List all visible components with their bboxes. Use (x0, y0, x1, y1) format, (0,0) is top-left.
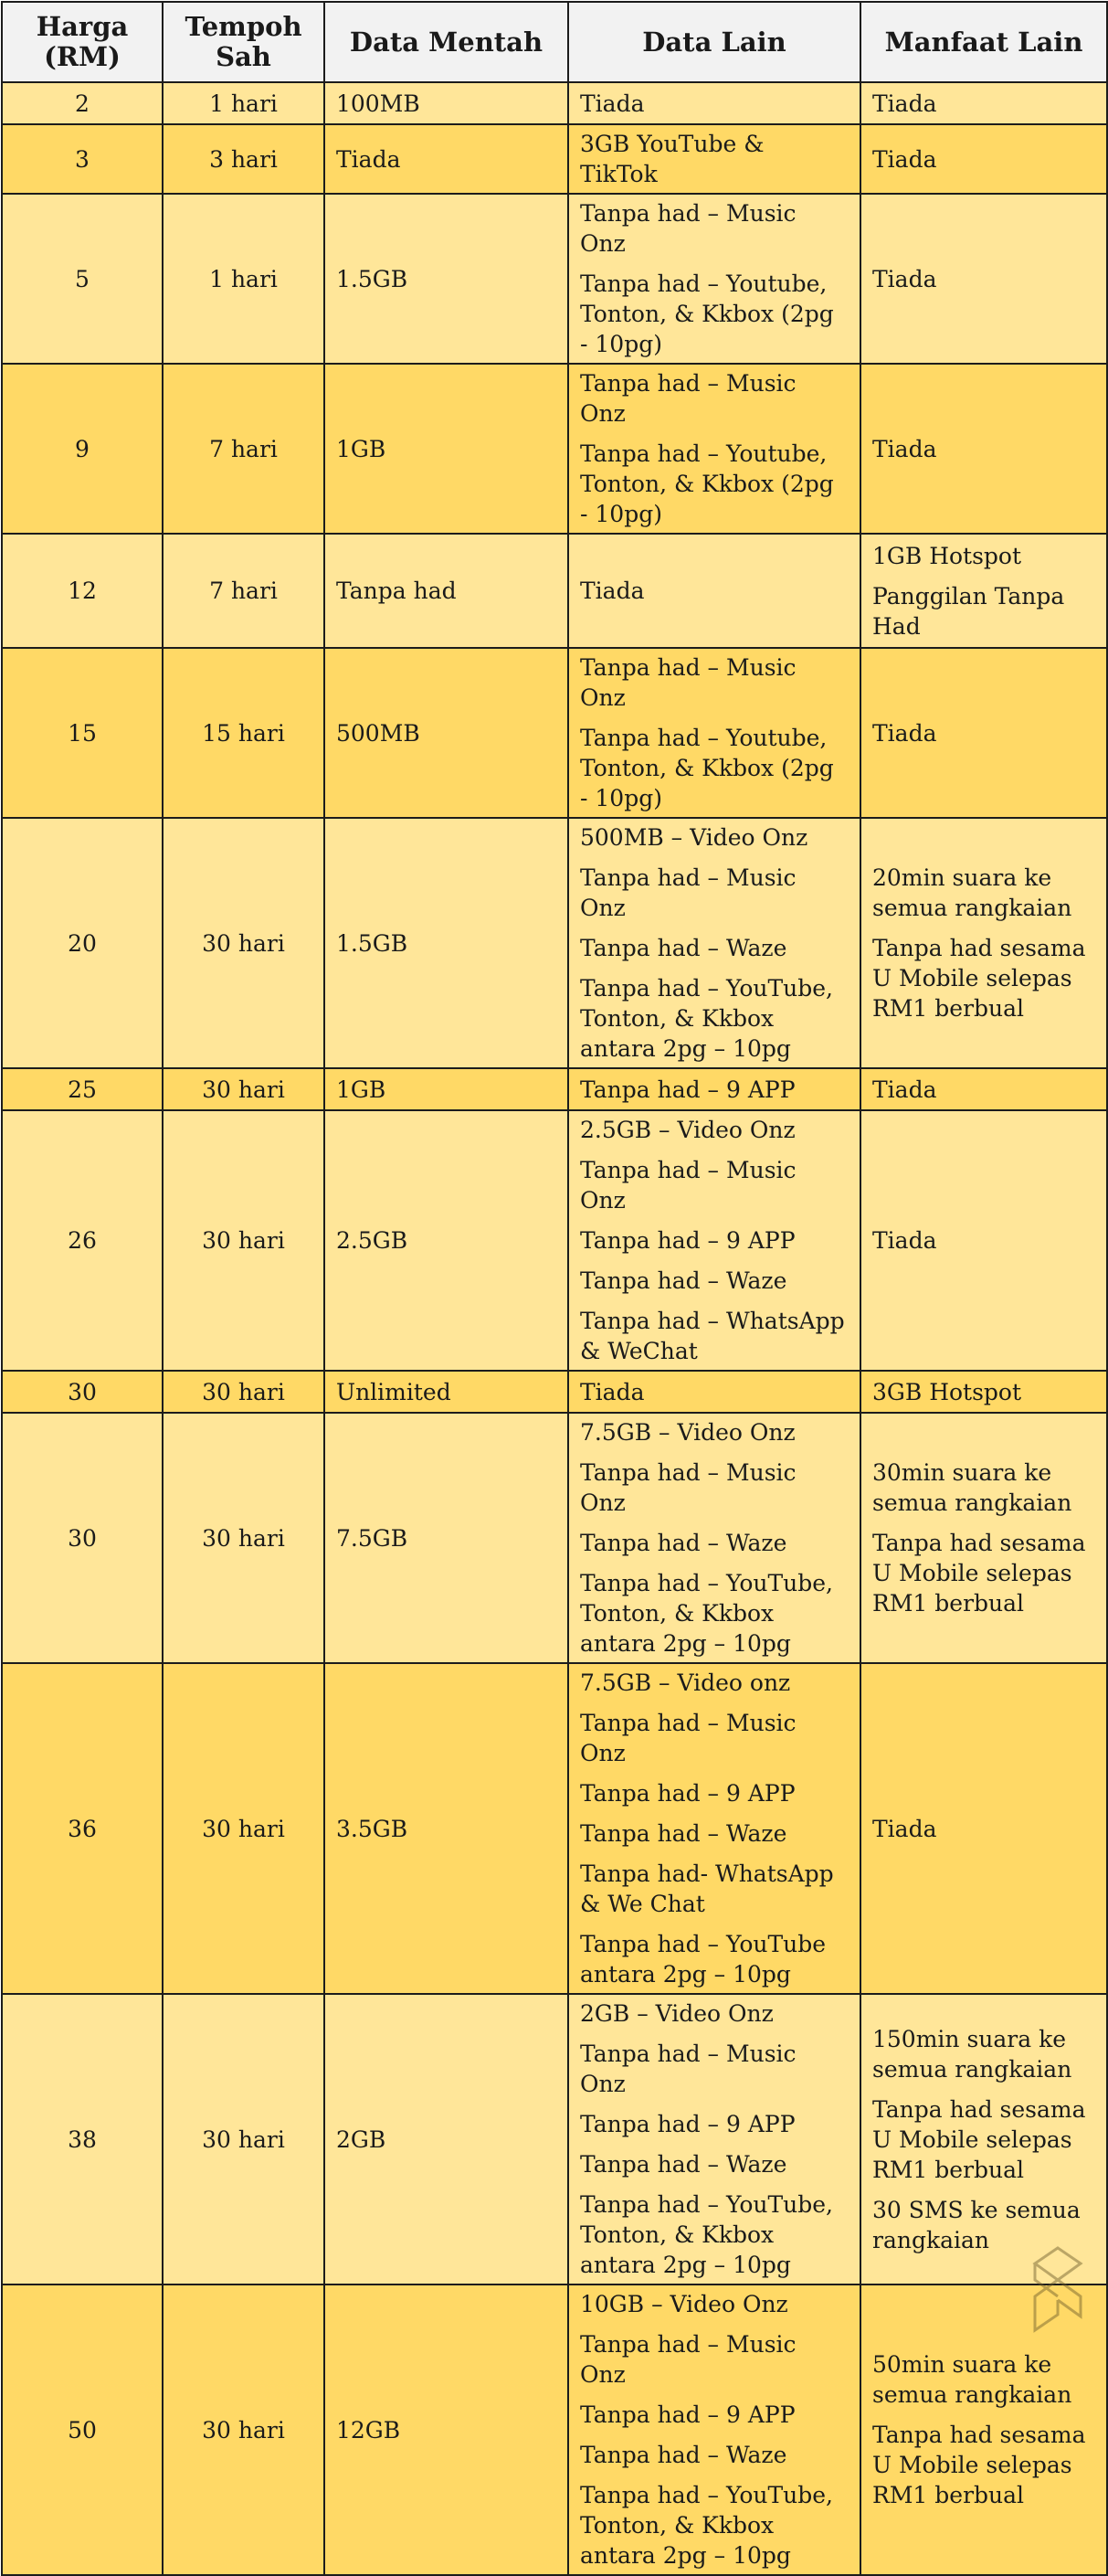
validity-cell: 30 hari (163, 818, 324, 1068)
validity-cell: 30 hari (163, 1371, 324, 1413)
other-benefits-cell (860, 1663, 1107, 1994)
other-data-cell (568, 818, 860, 1068)
price-cell: 25 (2, 1068, 163, 1110)
benefit-item: Tanpa had sesama U Mobile selepas RM1 berbual (872, 2095, 1086, 2183)
other-data-item: Tanpa had – Music Onz (580, 2331, 797, 2388)
table-row (2, 194, 1107, 364)
other-data-cell (568, 1371, 860, 1413)
other-data-cell (568, 648, 860, 818)
other-data-item: Tanpa had – WhatsApp & WeChat (580, 1308, 845, 1364)
raw-data-cell: 2GB (324, 1994, 568, 2284)
other-data-cell (568, 194, 860, 364)
raw-data-cell: 500MB (324, 648, 568, 818)
raw-data-cell: 1.5GB (324, 818, 568, 1068)
table-body (2, 82, 1107, 2575)
other-benefits-cell (860, 1994, 1107, 2284)
other-benefits-cell (860, 364, 1107, 534)
other-data-cell (568, 2284, 860, 2575)
raw-data-cell: 1GB (324, 1068, 568, 1110)
price-cell: 30 (2, 1413, 163, 1663)
other-data-cell (568, 364, 860, 534)
other-data-item: Tanpa had – YouTube, Tonton, & Kkbox antara 2pg – 10pg (580, 2191, 834, 2278)
other-data-item: Tanpa had – Youtube, Tonton, & Kkbox (2pg - 10pg) (580, 270, 834, 357)
price-cell: 12 (2, 534, 163, 648)
benefit-item: Tiada (872, 719, 937, 747)
other-data-item: Tanpa had – Waze (580, 2442, 787, 2468)
other-data-item: Tanpa had – Music Onz (580, 654, 797, 711)
benefit-item: Tiada (872, 265, 937, 292)
other-data-cell (568, 124, 860, 194)
other-data-item: Tanpa had – Music Onz (580, 370, 797, 427)
validity-cell: 15 hari (163, 648, 324, 818)
other-data-item: Tanpa had – YouTube, Tonton, & Kkbox antara 2pg – 10pg (580, 1570, 834, 1657)
header-raw-data: Data Mentah (324, 2, 568, 82)
raw-data-cell: Unlimited (324, 1371, 568, 1413)
validity-cell: 30 hari (163, 1110, 324, 1371)
raw-data-cell: 100MB (324, 82, 568, 124)
benefit-item: 150min suara ke semua rangkaian (872, 2025, 1072, 2083)
other-data-item: Tanpa had – Music Onz (580, 200, 797, 257)
benefit-item: Tiada (872, 1815, 937, 1842)
raw-data-cell: 12GB (324, 2284, 568, 2575)
benefit-item: Tanpa had sesama U Mobile selepas RM1 berbual (872, 2422, 1086, 2508)
other-data-item: 7.5GB – Video Onz (580, 1419, 796, 1446)
table-row (2, 648, 1107, 818)
raw-data-cell: Tanpa had (324, 534, 568, 648)
other-data-item: Tanpa had – YouTube, Tonton, & Kkbox antara 2pg – 10pg (580, 2482, 834, 2569)
validity-cell: 30 hari (163, 1068, 324, 1110)
other-benefits-cell (860, 534, 1107, 648)
table-row (2, 1413, 1107, 1663)
other-data-item: Tanpa had – Music Onz (580, 2041, 797, 2097)
other-data-item: Tiada (580, 578, 645, 604)
other-data-item: Tanpa had – Music Onz (580, 1459, 797, 1516)
raw-data-cell: 1GB (324, 364, 568, 534)
other-data-item: Tanpa had – Waze (580, 1820, 787, 1847)
benefit-item: Tiada (872, 90, 937, 117)
table-row (2, 1110, 1107, 1371)
benefit-item: Tanpa had sesama U Mobile selepas RM1 berbual (872, 935, 1086, 1022)
validity-cell: 7 hari (163, 534, 324, 648)
price-cell: 9 (2, 364, 163, 534)
benefit-item: 50min suara ke semua rangkaian (872, 2351, 1072, 2408)
other-data-cell (568, 1413, 860, 1663)
validity-cell: 1 hari (163, 82, 324, 124)
other-data-cell (568, 1663, 860, 1994)
header-price: Harga (RM) (2, 2, 163, 82)
table-row (2, 82, 1107, 124)
price-cell: 26 (2, 1110, 163, 1371)
validity-cell: 30 hari (163, 1994, 324, 2284)
other-data-cell (568, 534, 860, 648)
other-data-item: Tanpa had – Music Onz (580, 1157, 797, 1214)
benefit-item: 20min suara ke semua rangkaian (872, 864, 1072, 921)
price-cell: 20 (2, 818, 163, 1068)
benefit-item: Tiada (872, 1076, 937, 1103)
other-data-item: Tanpa had – YouTube, Tonton, & Kkbox antara 2pg – 10pg (580, 975, 834, 1062)
table-row (2, 1068, 1107, 1110)
prepaid-plans-table (1, 1, 1108, 2576)
other-benefits-cell (860, 194, 1107, 364)
other-data-cell (568, 1068, 860, 1110)
price-cell: 36 (2, 1663, 163, 1994)
benefit-item: 3GB Hotspot (872, 1378, 1022, 1405)
benefit-item: Panggilan Tanpa Had (872, 582, 1065, 640)
other-data-item: Tanpa had – 9 APP (580, 2401, 796, 2428)
other-data-item: Tanpa had – 9 APP (580, 1227, 796, 1254)
validity-cell: 1 hari (163, 194, 324, 364)
validity-cell: 7 hari (163, 364, 324, 534)
raw-data-cell: 7.5GB (324, 1413, 568, 1663)
benefit-item: 30min suara ke semua rangkaian (872, 1459, 1072, 1516)
other-data-item: Tanpa had – Waze (580, 935, 787, 961)
benefit-item: 30 SMS ke semua rangkaian (872, 2196, 1081, 2253)
validity-cell: 30 hari (163, 2284, 324, 2575)
benefit-item: Tiada (872, 1227, 937, 1254)
benefit-item: Tanpa had sesama U Mobile selepas RM1 berbual (872, 1530, 1086, 1617)
price-cell: 5 (2, 194, 163, 364)
other-benefits-cell (860, 124, 1107, 194)
raw-data-cell: 2.5GB (324, 1110, 568, 1371)
table-row (2, 364, 1107, 534)
validity-cell: 30 hari (163, 1413, 324, 1663)
price-cell: 3 (2, 124, 163, 194)
table-row (2, 1994, 1107, 2284)
other-data-item: Tanpa had – YouTube antara 2pg – 10pg (580, 1931, 827, 1988)
benefit-item: 1GB Hotspot (872, 542, 1022, 569)
other-data-item: 500MB – Video Onz (580, 824, 808, 851)
other-data-item: Tanpa had – Music Onz (580, 1710, 797, 1766)
benefit-item: Tiada (872, 435, 937, 462)
other-data-item: Tanpa had – Youtube, Tonton, & Kkbox (2pg - 10pg) (580, 440, 834, 527)
raw-data-cell: 3.5GB (324, 1663, 568, 1994)
other-data-item: Tanpa had- WhatsApp & We Chat (580, 1860, 834, 1917)
other-benefits-cell (860, 818, 1107, 1068)
other-data-item: 10GB – Video Onz (580, 2291, 788, 2317)
other-data-item: Tiada (580, 1378, 645, 1405)
other-data-item: Tanpa had – 9 APP (580, 2111, 796, 2137)
other-data-item: Tanpa had – Music Onz (580, 864, 797, 921)
other-benefits-cell (860, 1068, 1107, 1110)
header-other-data: Data Lain (568, 2, 860, 82)
table-row (2, 2284, 1107, 2575)
other-data-item: Tanpa had – Waze (580, 1267, 787, 1294)
other-data-item: Tanpa had – 9 APP (580, 1780, 796, 1807)
other-data-cell (568, 1994, 860, 2284)
other-data-item: Tanpa had – 9 APP (580, 1076, 796, 1103)
table-row (2, 1663, 1107, 1994)
other-data-item: 2.5GB – Video Onz (580, 1117, 796, 1143)
other-benefits-cell (860, 1413, 1107, 1663)
geometric-logo-watermark-icon (1030, 2243, 1085, 2335)
table-row (2, 534, 1107, 648)
other-data-item: 7.5GB – Video onz (580, 1670, 791, 1696)
price-cell: 38 (2, 1994, 163, 2284)
header-other-benefits: Manfaat Lain (860, 2, 1107, 82)
table-row (2, 124, 1107, 194)
other-data-item: Tanpa had – Waze (580, 2151, 787, 2178)
other-data-item: 2GB – Video Onz (580, 2000, 774, 2027)
header-validity: Tempoh Sah (163, 2, 324, 82)
other-benefits-cell (860, 82, 1107, 124)
other-data-cell (568, 82, 860, 124)
raw-data-cell: 1.5GB (324, 194, 568, 364)
other-data-item: Tiada (580, 90, 645, 117)
price-cell: 50 (2, 2284, 163, 2575)
validity-cell: 30 hari (163, 1663, 324, 1994)
other-benefits-cell (860, 1110, 1107, 1371)
other-data-cell (568, 1110, 860, 1371)
other-data-item: Tanpa had – Waze (580, 1530, 787, 1556)
price-cell: 15 (2, 648, 163, 818)
table-row (2, 818, 1107, 1068)
table-row (2, 1371, 1107, 1413)
price-cell: 2 (2, 82, 163, 124)
table-header-row (2, 2, 1107, 82)
other-data-item: Tanpa had – Youtube, Tonton, & Kkbox (2pg - 10pg) (580, 725, 834, 811)
validity-cell: 3 hari (163, 124, 324, 194)
other-benefits-cell (860, 648, 1107, 818)
benefit-item: Tiada (872, 145, 937, 173)
other-benefits-cell (860, 1371, 1107, 1413)
other-data-item: 3GB YouTube & TikTok (580, 131, 765, 187)
raw-data-cell: Tiada (324, 124, 568, 194)
price-cell: 30 (2, 1371, 163, 1413)
